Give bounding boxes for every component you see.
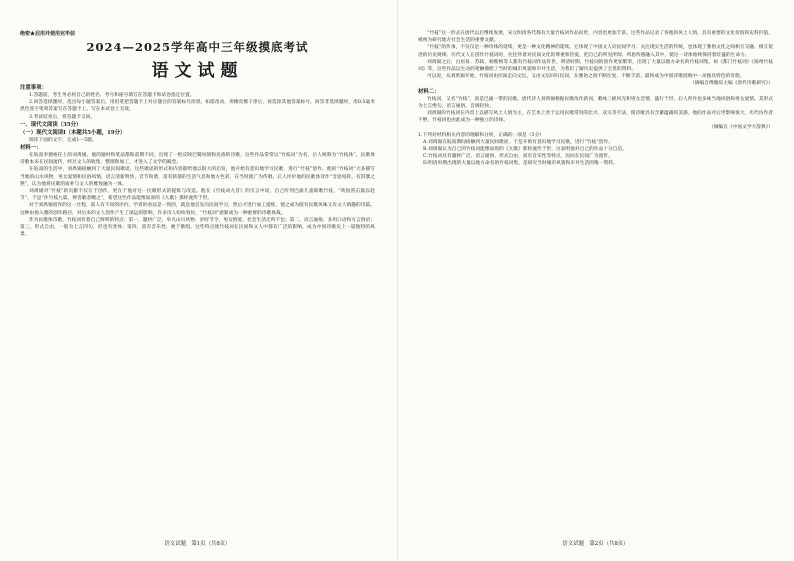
passage-paragraph: “竹枝”这一形式在唐代以后继续发展，宋元明清各代都有大量竹枝词作品问世，内容也更加丰富。这些作品记录了各地的风土人情，具有重要的文化价值和史料价值，被视为研究地方社会生活的重要文献。 [418,31,773,44]
note-item: 3.考试结束后，将答题卡交回。 [29,114,96,120]
subject-title: 语文试题 [151,61,244,81]
page-divider [397,0,398,561]
reading-instruction: 阅读下面的文字，完成1～5题。 [29,137,97,143]
page-two [418,30,773,535]
question-stem: 1.下列对材料相关内容的理解和分析，正确的一项是（3分） [418,132,545,138]
subsection-heading: （一）现代文阅读Ⅰ（本题共5小题，19分） [20,129,126,136]
source-note: （摘编自傅璇琮主编《唐代诗歌研究》） [690,81,773,87]
passage-paragraph: 在皖南的生活中，刘禹锡接触到了大量民间歌谣，这些歌谣的形式和内容都给他以很大的启发，他开始有意识地学习民歌，进行“竹枝”创作。他的“竹枝词”大多描写当地的山水风物、男女爱情和民俗风情，语言清新明快，音节和谐，富有浓郁的生活气息和地方色彩，在当时就广为传唱。后人评价他的民歌体诗作“含思宛转，有淇濮之艳”，认为他将民歌的质朴与文人的雅致融为一体。 [20,167,375,187]
passage-paragraph: 刘禹锡之后，白居易、苏轼、杨维桢等人都有竹枝词作品传世。明清时期，竹枝词的创作更加繁荣，出现了大量以地方命名的竹枝词集，如《都门竹枝词》《扬州竹枝词》等，这些作品以生动的笔触描绘了当时的城市风貌和市井生活，为我们了解历史提供了宝贵的资料。 [418,59,773,73]
answer-option: C.竹枝词具有题材广泛、语言通俗、形式自由、富有音乐性等特点，因而在民间广为流传。 [423,154,613,160]
material-label: 材料一： [20,145,42,152]
passage-paragraph: 作为民歌体诗歌，竹枝词有着自己鲜明的特点：第一，题材广泛，举凡山川风物、岁时节令、男女情爱、社会生活无所不包；第二，语言通俗，多用口语和方言俗语；第三，形式自由，一般为七言四句，但也有变体；第四，富有音乐性，便于歌唱。这些特点使竹枝词在民间和文人中都有广泛的影响，成为中国诗歌史上一道独特的风景。 [20,217,375,238]
answer-option: D.明清时期出现的大量以地方命名的竹枝词集，是研究当时城市风貌和市井生活的唯一资料。 [423,161,618,167]
notes-heading: 注意事项： [20,85,47,91]
passage-paragraph: 对于刘禹锡创作的这一过程，前人有不同的评价。学者的看法是一致的，就是他首先向民间学习，然后才进行加工提炼，使之成为既有民歌风味又有文人情趣的诗篇。这种由俗入雅的创作路径，对后来的文人创作产生了深远的影响，许多诗人纷纷效仿，“竹枝词”逐渐成为一种重要的诗歌体裁。 [20,203,375,216]
exam-title: 2024—2025学年高中三年级摸底考试 [86,40,309,54]
passage-paragraph: 可以说，从刘禹锡开始，竹枝词由民间走向文坛，又由文坛回归民间，在雅俗之间不断往复、不断丰富，最终成为中国诗歌园地中一朵独具特色的奇葩。 [427,74,745,80]
passage-paragraph: 在皖南李德裕任上的刘禹锡，他的题材和笔法都和前期不同，出现了一批反映巴蜀风情和民俗的诗歌，这些作品常常以“竹枝词”为名，后人统称为“竹枝体”。民歌体诗歌本来在民间流传，经过文人的收集、整理和加工，才进入了文学的殿堂。 [20,153,375,166]
page-footer: 语文试题 第1页（共8页） [164,541,231,547]
answer-option: A.刘禹锡在皖南期间接触到大量民间歌谣，于是开始有意识地学习民歌，进行“竹枝”创作。 [423,139,613,145]
page-one [20,30,375,535]
page-footer: 语文试题 第2页（共8页） [562,541,629,547]
passage-paragraph: 刘禹锡对“竹枝”的贡献不仅在于创作，更在于他对这一民歌形式的提炼与改造。他在《竹枝词九首》的引言中说，自己听到巴渝儿童联歌竹枝，“吹短笛击鼓以赴节”，于是“作竹枝九篇，俾善歌者飏之”，希望这些作品能像屈原的《九歌》那样流传于世。 [20,189,375,202]
source-note: （摘编自《中国文学大辞典》） [709,125,773,131]
passage-paragraph: 刘禹锡的竹枝词在内容上以描写风土人情为主，在艺术上善于运用民歌常用的比兴、双关等手法，使诗歌具有含蓄蕴藉的美感。他的作品对后世影响很大，历代仿作者不绝，竹枝词也由此成为一种独立的诗体。 [418,111,773,124]
secret-label: 绝密★启用并使用完毕前 [20,31,76,37]
answer-option: B.刘禹锡认为自己的竹枝词能像屈原的《九歌》那样流传于世，这表明他对自己的作品十分自信。 [423,147,628,153]
section-heading: 一、现代文阅读（35分） [20,121,82,128]
note-item: 1.答题前，考生务必将自己的姓名、考号和座号填写在答题卡和试卷指定位置。 [29,93,195,98]
passage-paragraph: 竹枝词，又名“竹枝”，原是巴渝一带的民歌。唐代诗人刘禹锡根据民歌改作新词，歌咏三峡风光和男女恋情，盛行于世。后人所作也多咏当地风俗和男女爱情。其形式为七言绝句，语言通俗，音调轻快。 [418,96,773,109]
passage-paragraph: “竹枝”的传承，不仅仅是一种诗体的延续，更是一种文化精神的延续。它体现了中国文人向民间学习、关注现实生活的传统，也体现了雅俗文化之间相互交融、相互促进的历史规律。历代文人在创作竹枝词时，往往怀着对民间文化的尊重和热爱，把自己的所见所闻、所思所感融入其中，使这一诗体始终保持着旺盛的生命力。 [418,45,773,58]
material-label: 材料二： [418,88,440,95]
note-item: 2.回答选择题时，选出每小题答案后，用铅笔把答题卡上对应题目的答案标号涂黑。如需改动，用橡皮擦干净后，再选涂其他答案标号。回答非选择题时，用0.5毫米黑色签字笔将答案写在答题卡上。写在本试卷上无效。 [20,100,375,113]
